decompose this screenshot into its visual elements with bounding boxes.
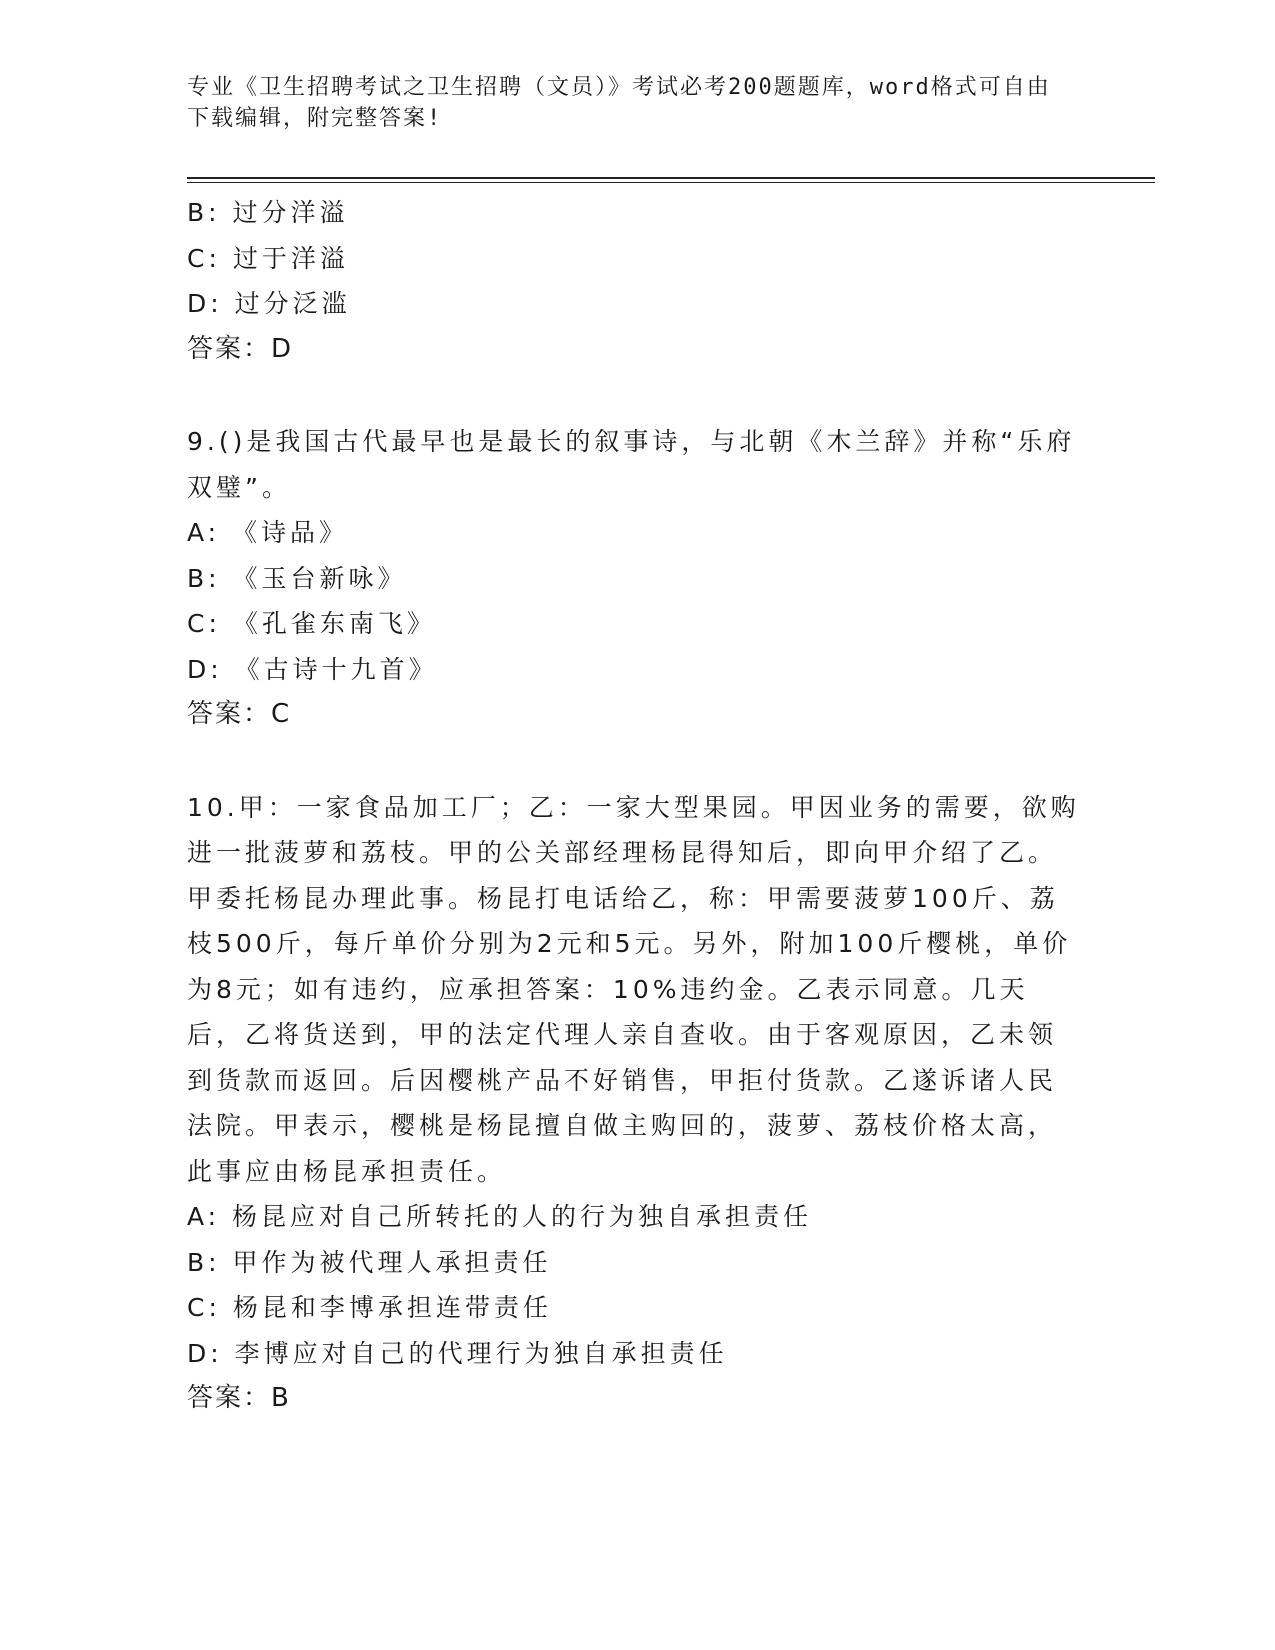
- q10-option-b: B: 甲作为被代理人承担责任: [187, 1247, 552, 1277]
- spacer: [187, 372, 1082, 419]
- q10-answer: 答案：B: [187, 1383, 291, 1413]
- q8-answer: 答案：D: [187, 333, 294, 364]
- q10-question: 10.甲：一家食品加工厂；乙：一家大型果园。甲因业务的需要，欲购进一批菠萝和荔枝。甲的公关部经理杨昆得知后，即向甲介绍了乙。甲委托杨昆办理此事。杨昆打电话给乙，称：甲需要菠萝100斤、荔枝500斤，每斤单价分别为2元和5元。另外，附加100斤樱桃，单价为8元；如有违约，应承担答案：10%违约金。乙表示同意。几天后，乙将货送到，甲的法定代理人亲自查收。由于客观原因，乙未领到货款而返回。后因樱桃产品不好销售，甲拒付货款。乙遂诉诸人民法院。甲表示，樱桃是杨昆擅自做主购回的，菠萝、荔枝价格太高，此事应由杨昆承担责任。: [187, 792, 1080, 1186]
- q9-option-c: C: 《孔雀东南飞》: [187, 609, 436, 638]
- document-header: 专业《卫生招聘考试之卫生招聘（文员）》考试必考200题题库，word格式可自由下载编辑，附完整答案!: [187, 75, 1051, 131]
- q9-answer: 答案：C: [187, 699, 292, 729]
- spacer: [187, 738, 1082, 785]
- q10-option-a: A: 杨昆应对自己所转托的人的行为独自承担责任: [187, 1202, 813, 1231]
- q9-option-d: D: 《古诗十九首》: [187, 654, 438, 684]
- header-rule-thick: [187, 177, 1155, 179]
- q10-option-d: D: 李博应对自己的代理行为独自承担责任: [187, 1338, 728, 1368]
- document-body: [187, 190, 1082, 1422]
- q9-option-b: B: 《玉台新咏》: [187, 563, 407, 593]
- q9-option-a: A: 《诗品》: [187, 518, 349, 547]
- q8-option-d: D: 过分泛滥: [187, 289, 351, 318]
- q8-option-b: B: 过分洋溢: [187, 198, 349, 227]
- q8-option-c: C: 过于洋溢: [187, 243, 349, 273]
- q10-option-c: C: 杨昆和李博承担连带责任: [187, 1293, 552, 1322]
- header-rule-thin: [187, 182, 1155, 183]
- q9-question: 9.()是我国古代最早也是最长的叙事诗，与北朝《木兰辞》并称“乐府双璧”。: [187, 427, 1076, 502]
